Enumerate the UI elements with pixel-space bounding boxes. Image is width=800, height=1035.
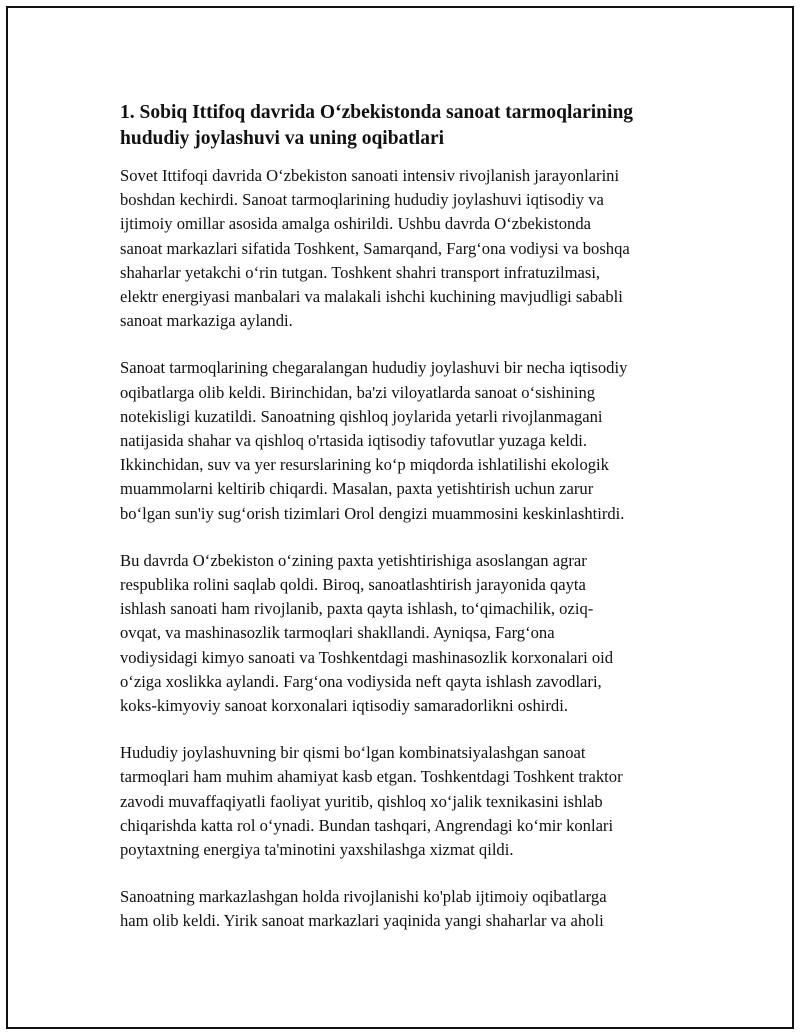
text-line: Sanoatning markazlashgan holda rivojlanishi ko'plab ijtimoiy oqibatlarga <box>120 887 607 907</box>
text-line: natijasida shahar va qishloq o'rtasida iqtisodiy tafovutlar yuzaga keldi. <box>120 431 588 451</box>
text-line: oqibatlarga olib keldi. Birinchidan, ba'zi viloyatlarda sanoat o‘sishining <box>120 382 596 402</box>
text-line: bo‘lgan sun'iy sug‘orish tizimlari Orol dengizi muammosini keskinlashtirdi. <box>120 503 625 523</box>
text-line: tarmoqlari ham muhim ahamiyat kasb etgan. Toshkentdagi Toshkent traktor <box>120 767 623 787</box>
paragraph-1 <box>120 164 698 333</box>
text-line: ham olib keldi. Yirik sanoat markazlari yaqinida yangi shaharlar va aholi <box>120 911 604 931</box>
text-line: poytaxtning energiya ta'minotini yaxshilashga xizmat qildi. <box>120 840 514 860</box>
paragraph-3 <box>120 549 698 718</box>
text-line: zavodi muvaffaqiyatli faoliyat yuritib, qishloq xo‘jalik texnikasini ishlab <box>120 791 603 811</box>
text-line: muammolarni keltirib chiqardi. Masalan, paxta yetishtirish uchun zarur <box>120 479 594 499</box>
text-line: ijtimoiy omillar asosida amalga oshirildi. Ushbu davrda O‘zbekistonda <box>120 214 591 234</box>
heading-line: hududiy joylashuvi va uning oqibatlari <box>120 128 445 149</box>
page-frame <box>6 6 794 1029</box>
text-line: koks-kimyoviy sanoat korxonalari iqtisodiy samaradorlikni oshirdi. <box>120 696 568 716</box>
text-line: Sanoat tarmoqlarining chegaralangan hududiy joylashuvi bir necha iqtisodiy <box>120 358 628 378</box>
text-line: Ikkinchidan, suv va yer resurslarining ko‘p miqdorda ishlatilishi ekologik <box>120 455 609 475</box>
text-line: respublika rolini saqlab qoldi. Biroq, sanoatlashtirish jarayonida qayta <box>120 575 586 595</box>
document-body <box>120 100 698 957</box>
text-line: boshdan kechirdi. Sanoat tarmoqlarining hududiy joylashuvi iqtisodiy va <box>120 190 604 210</box>
text-line: sanoat markaziga aylandi. <box>120 311 293 331</box>
text-line: shaharlar yetakchi o‘rin tutgan. Toshkent shahri transport infratuzilmasi, <box>120 262 601 282</box>
text-line: ishlash sanoati ham rivojlanib, paxta qayta ishlash, to‘qimachilik, oziq- <box>120 599 594 619</box>
section-heading <box>120 100 698 152</box>
text-line: Hududiy joylashuvning bir qismi bo‘lgan kombinatsiyalashgan sanoat <box>120 743 586 763</box>
paragraph-4 <box>120 741 698 862</box>
heading-line: 1. Sobiq Ittifoq davrida O‘zbekistonda sanoat tarmoqlarining <box>120 102 634 123</box>
text-line: o‘ziga xoslikka aylandi. Farg‘ona vodiysida neft qayta ishlash zavodlari, <box>120 671 602 691</box>
text-line: Sovet Ittifoqi davrida O‘zbekiston sanoati intensiv rivojlanish jarayonlarini <box>120 166 620 185</box>
text-line: sanoat markazlari sifatida Toshkent, Samarqand, Farg‘ona vodiysi va boshqa <box>120 238 630 258</box>
text-line: vodiysidagi kimyo sanoati va Toshkentdagi mashinasozlik korxonalari oid <box>120 647 614 667</box>
text-line: ovqat, va mashinasozlik tarmoqlari shakllandi. Ayniqsa, Farg‘ona <box>120 623 555 643</box>
text-line: Bu davrda O‘zbekiston o‘zining paxta yetishtirishiga asoslangan agrar <box>120 550 587 570</box>
paragraph-2 <box>120 356 698 525</box>
text-line: elektr energiyasi manbalari va malakali ishchi kuchining mavjudligi sababli <box>120 287 623 307</box>
text-line: notekisligi kuzatildi. Sanoatning qishloq joylarida yetarli rivojlanmagani <box>120 406 603 426</box>
text-line: chiqarishda katta rol o‘ynadi. Bundan tashqari, Angrendagi ko‘mir konlari <box>120 815 614 835</box>
paragraph-5 <box>120 885 698 933</box>
